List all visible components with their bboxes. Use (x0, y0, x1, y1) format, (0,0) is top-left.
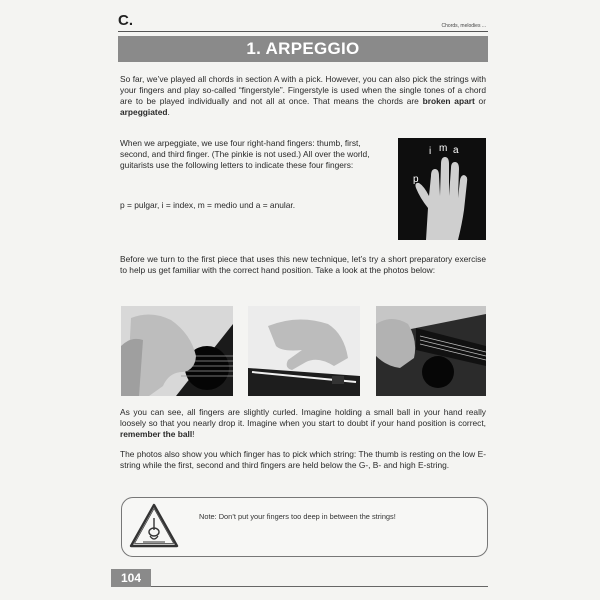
fingers-paragraph: When we arpeggiate, we use four right-hand fingers: thumb, first, second, and third finger. (The pinkie is not used.) All over the world, guitarists use the following letters to indicate these four fingers: (120, 138, 370, 170)
photo-b-image (248, 306, 360, 396)
photo-hand-on-guitar (121, 306, 233, 396)
bold-broken-apart: broken apart (422, 96, 475, 106)
header-rule (118, 31, 488, 32)
finger-legend: p = pulgar, i = index, m = medio und a = anular. (120, 200, 296, 210)
chapter-title: 1. ARPEGGIO (118, 36, 488, 62)
exclamation: ! (192, 429, 195, 439)
bold-arpeggiated: arpeggiated (120, 107, 168, 117)
finger-label-p: p (413, 174, 419, 185)
finger-label-a: a (453, 145, 459, 156)
photo-fingers-on-strings (248, 306, 360, 396)
photo-a-image (121, 306, 233, 396)
section-letter: C. (118, 12, 133, 29)
hand-finger-photo (398, 138, 486, 240)
string-assignment-paragraph: The photos also show you which finger has to pick which string: The thumb is resting on the low E-string while the first, second and third fingers are held below the G-, B- and high E-string. (120, 449, 486, 470)
bold-remember-ball: remember the ball (120, 429, 193, 439)
finger-label-m: m (439, 143, 448, 154)
photo-guitar-side (376, 306, 486, 396)
intro-text: So far, we’ve played all chords in section A with a pick. However, you can also pick the strings with your fingers and play so-called “fingerstyle”. Fingerstyle is used when the single tones of a chord are to be played individually and not all at once. That means the chords are (120, 74, 486, 106)
or-text: or (474, 96, 486, 106)
intro-paragraph (120, 74, 486, 118)
page-number: 104 (111, 569, 151, 587)
finger-label-i: i (429, 146, 432, 157)
note-text: Note: Don’t put your fingers too deep in between the strings! (199, 512, 396, 521)
photo-c-image (376, 306, 486, 396)
footer-rule (151, 586, 488, 587)
hand-illustration (398, 138, 486, 240)
exercise-paragraph: Before we turn to the first piece that uses this new technique, let’s try a short preparatory exercise to help us get familiar with the correct hand position. Take a look at the photos below: (120, 254, 486, 275)
period: . (167, 107, 170, 117)
curled-text: As you can see, all fingers are slightly curled. Imagine holding a small ball in your hand really loosely so that you nearly drop it. Imagine when you start to doubt if your hand position is correct, (120, 407, 486, 428)
warning-triangle-icon (128, 502, 180, 550)
running-title: Chords, melodies ... (441, 23, 486, 29)
curled-fingers-paragraph (120, 407, 486, 440)
